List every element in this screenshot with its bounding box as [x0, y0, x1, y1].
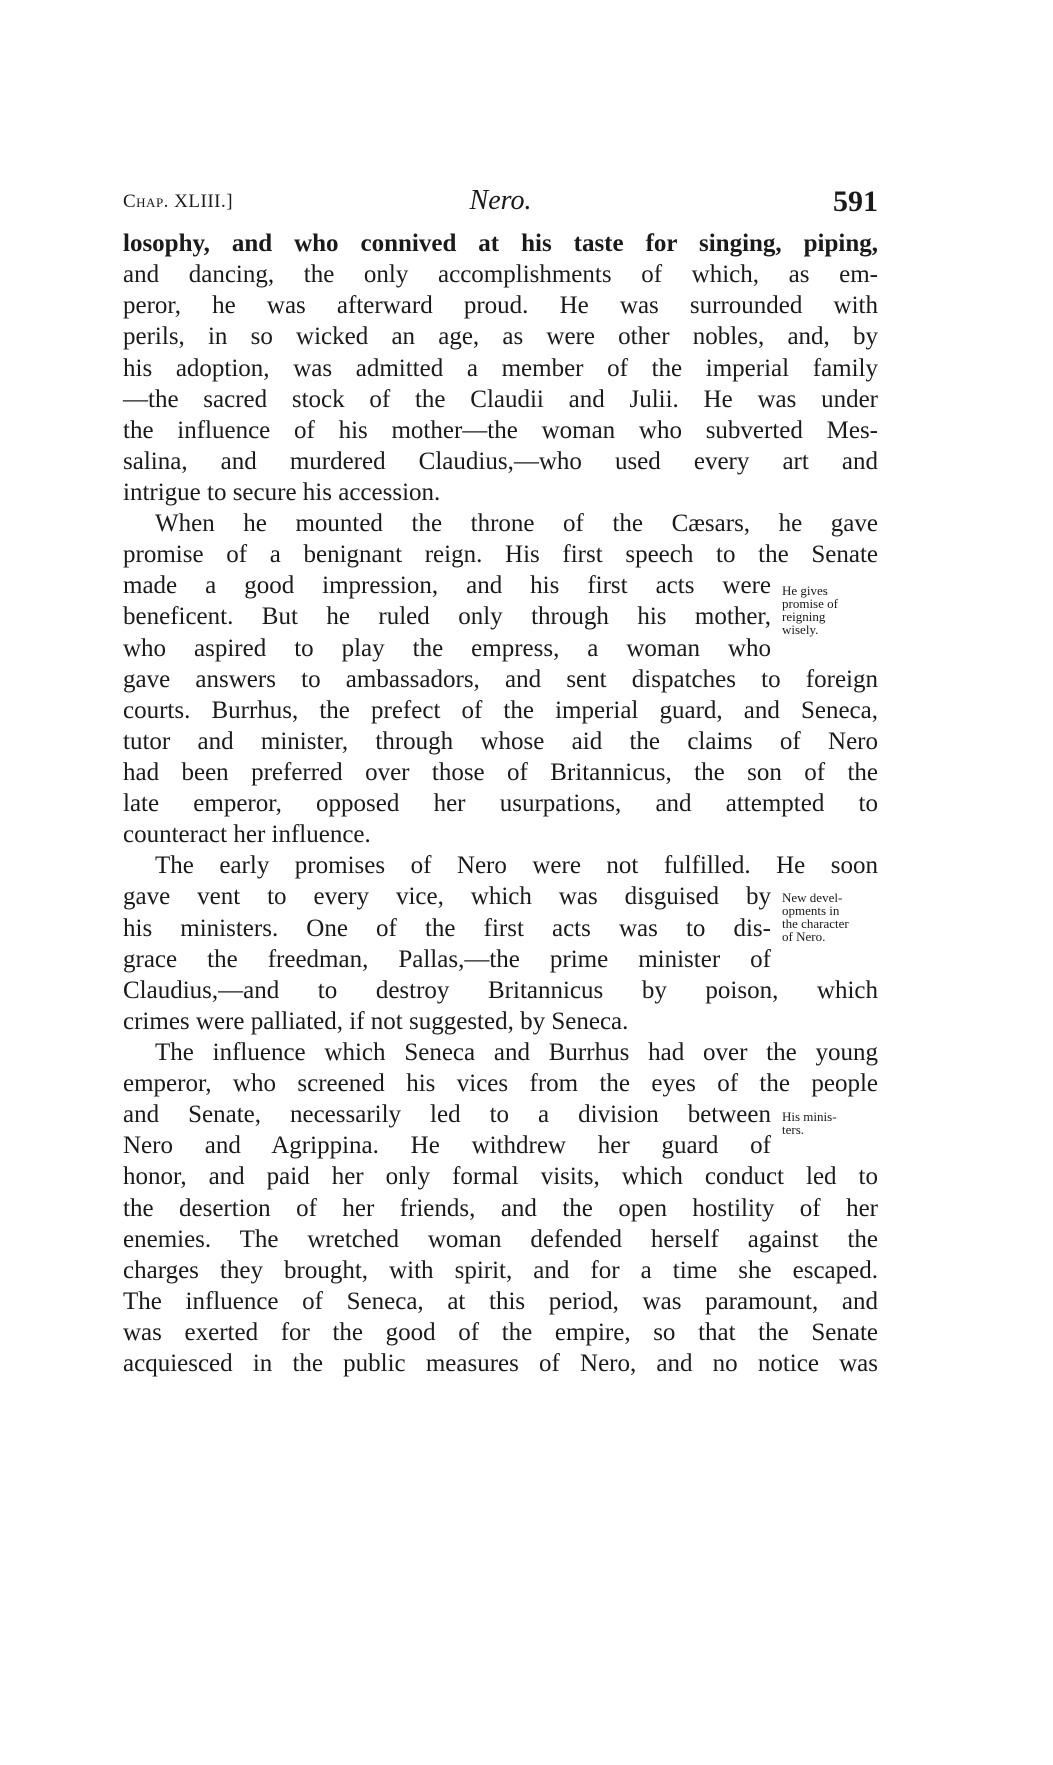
- marginal-note-line: New devel-: [782, 890, 843, 905]
- text-line: tutor and minister, through whose aid the claims of Nero: [123, 728, 878, 755]
- text-line: who aspired to play the empress, a woman who: [123, 635, 771, 662]
- marginal-note-line: opments in: [782, 903, 840, 918]
- text-line: gave answers to ambassadors, and sent dispatches to foreign: [123, 666, 878, 693]
- text-line: his ministers. One of the first acts was to dis-: [123, 915, 771, 942]
- text-line: salina, and murdered Claudius,—who used every art and: [123, 448, 878, 475]
- marginal-note-line: reigning: [782, 609, 826, 624]
- text-line: and dancing, the only accomplishments of which, as em-: [123, 261, 878, 288]
- text-line: charges they brought, with spirit, and for a time she escaped.: [123, 1257, 878, 1284]
- text-line: peror, he was afterward proud. He was surrounded with: [123, 292, 878, 319]
- text-line: Nero and Agrippina. He withdrew her guard of: [123, 1132, 771, 1159]
- text-line: honor, and paid her only formal visits, which conduct led to: [123, 1163, 878, 1190]
- text-line: courts. Burrhus, the prefect of the imperial guard, and Seneca,: [123, 697, 878, 724]
- text-line: was exerted for the good of the empire, so that the Senate: [123, 1319, 878, 1346]
- text-line: emperor, who screened his vices from the eyes of the people: [123, 1070, 878, 1097]
- marginal-note-line: promise of: [782, 596, 838, 611]
- marginal-note-line: He gives: [782, 583, 828, 598]
- text-line: promise of a benignant reign. His first speech to the Senate: [123, 541, 878, 568]
- marginal-note: [782, 584, 882, 636]
- marginal-note-line: of Nero.: [782, 929, 826, 944]
- text-line: had been preferred over those of Britannicus, the son of the: [123, 759, 878, 786]
- text-line: When he mounted the throne of the Cæsars, he gave: [155, 510, 878, 537]
- text-line: the influence of his mother—the woman who subverted Mes-: [123, 417, 878, 444]
- text-line: Claudius,—and to destroy Britannicus by poison, which: [123, 977, 878, 1004]
- text-line: made a good impression, and his first acts were: [123, 572, 771, 599]
- text-line: intrigue to secure his accession.: [123, 479, 441, 506]
- running-head: [123, 185, 878, 221]
- text-line: counteract her influence.: [123, 821, 371, 848]
- page-number: 591: [833, 185, 878, 218]
- text-line: gave vent to every vice, which was disguised by: [123, 883, 771, 910]
- marginal-note-line: His minis-: [782, 1109, 837, 1124]
- text-line: his adoption, was admitted a member of the imperial family: [123, 355, 878, 382]
- chapter-heading: Chap. XLIII.]: [123, 191, 234, 212]
- text-line: The influence of Seneca, at this period, was paramount, and: [123, 1288, 878, 1315]
- text-line: The early promises of Nero were not fulfilled. He soon: [155, 852, 878, 879]
- text-line: beneficent. But he ruled only through his mother,: [123, 603, 771, 630]
- text-line: The influence which Seneca and Burrhus had over the young: [155, 1039, 878, 1066]
- text-line: enemies. The wretched woman defended herself against the: [123, 1226, 878, 1253]
- marginal-note-line: the character: [782, 916, 849, 931]
- text-line: losophy, and who connived at his taste for singing, piping,: [123, 230, 878, 257]
- text-line: and Senate, necessarily led to a division between: [123, 1101, 771, 1128]
- text-line: grace the freedman, Pallas,—the prime minister of: [123, 946, 771, 973]
- marginal-note-line: wisely.: [782, 622, 819, 637]
- text-line: —the sacred stock of the Claudii and Julii. He was under: [123, 386, 878, 413]
- marginal-note-line: ters.: [782, 1122, 805, 1137]
- text-line: perils, in so wicked an age, as were other nobles, and, by: [123, 323, 878, 350]
- marginal-note: [782, 891, 882, 943]
- text-line: late emperor, opposed her usurpations, and attempted to: [123, 790, 878, 817]
- marginal-note: [782, 1110, 882, 1136]
- text-line: the desertion of her friends, and the open hostility of her: [123, 1195, 878, 1222]
- running-title: Nero.: [469, 185, 532, 216]
- text-line: crimes were palliated, if not suggested, by Seneca.: [123, 1008, 629, 1035]
- text-line: acquiesced in the public measures of Nero, and no notice was: [123, 1350, 878, 1377]
